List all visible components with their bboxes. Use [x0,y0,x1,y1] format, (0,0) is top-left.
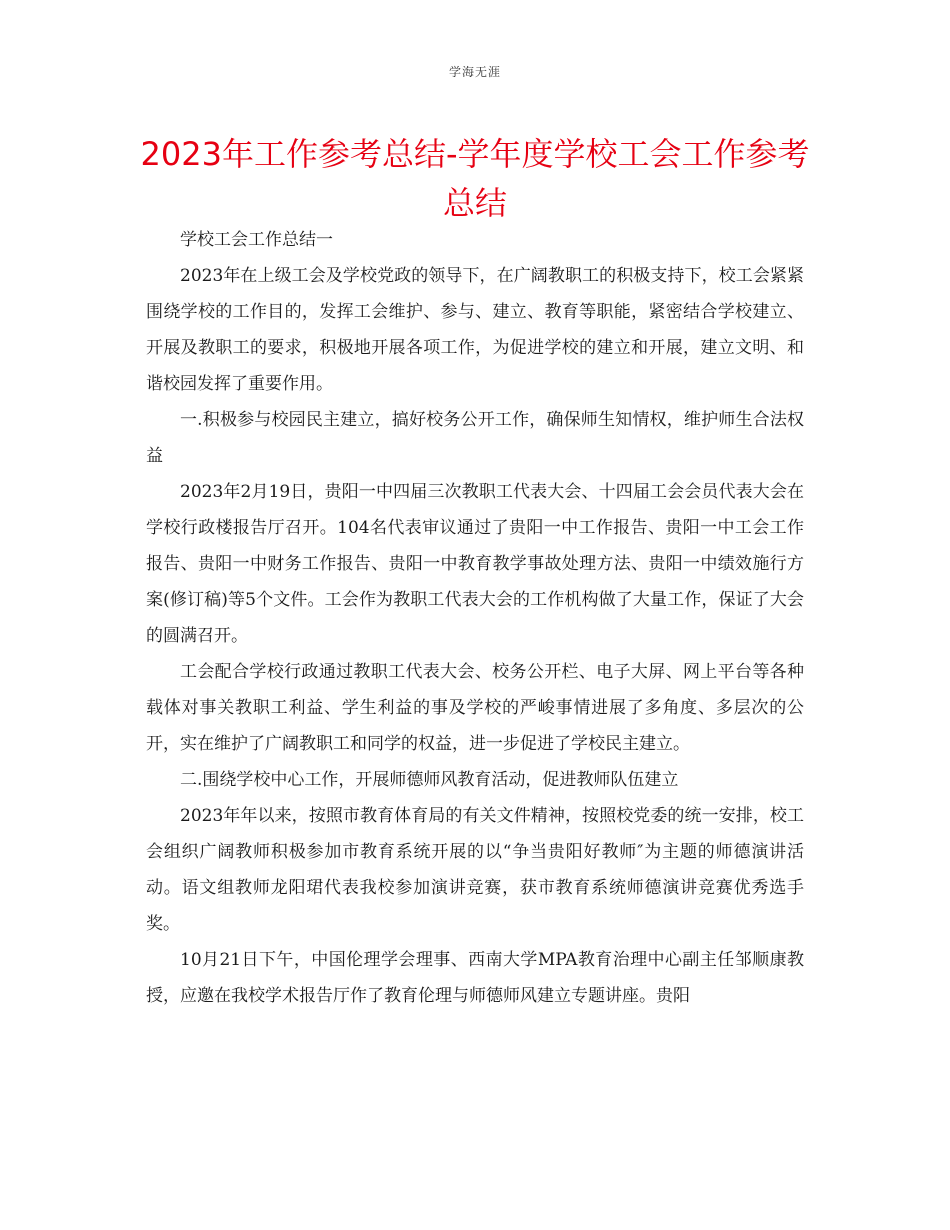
document-title: 2023年工作参考总结-学年度学校工会工作参考总结 [140,135,810,222]
paragraph: 2023年2月19日，贵阳一中四届三次教职工代表大会、十四届工会会员代表大会在学校行政楼报告厅召开。104名代表审议通过了贵阳一中工作报告、贵阳一中工会工作报告、贵阳一中财务工作报告、贵阳一中教育教学事故处理方法、贵阳一中绩效施行方案(修订稿)等5个文件。工会作为教职工代表大会的工作机构做了大量工作，保证了大会的圆满召开。 [146,482,804,646]
paragraph: 工会配合学校行政通过教职工代表大会、校务公开栏、电子大屏、网上平台等各种载体对事关教职工利益、学生利益的事及学校的严峻事情进展了多角度、多层次的公开，实在维护了广阔教职工和同学的权益，进一步促进了学校民主建立。 [146,662,804,754]
paragraph: 2023年年以来，按照市教育体育局的有关文件精神，按照校党委的统一安排，校工会组织广阔教师积极参加市教育系统开展的以“争当贵阳好教师″为主题的师德演讲活动。语文组教师龙阳珺代表我校参加演讲竞赛，获市教育系统师德演讲竞赛优秀选手奖。 [146,806,804,934]
section-heading: 二.围绕学校中心工作，开展师德师风教育活动，促进教师队伍建立 [180,770,679,790]
section-heading: 一.积极参与校园民主建立，搞好校务公开工作，确保师生知情权，维护师生合法权益 [146,410,804,466]
page-header: 学海无涯 [448,65,501,79]
section-heading: 学校工会工作总结一 [180,230,333,250]
paragraph: 2023年在上级工会及学校党政的领导下，在广阔教职工的积极支持下，校工会紧紧围绕学校的工作目的，发挥工会维护、参与、建立、教育等职能，紧密结合学校建立、开展及教职工的要求，积极地开展各项工作，为促进学校的建立和开展，建立文明、和谐校园发挥了重要作用。 [146,266,804,394]
paragraph: 10月21日下午，中国伦理学会理事、西南大学MPA教育治理中心副主任邹顺康教授，应邀在我校学术报告厅作了教育伦理与师德师风建立专题讲座。贵阳 [146,950,804,1006]
document-body [146,222,804,1014]
